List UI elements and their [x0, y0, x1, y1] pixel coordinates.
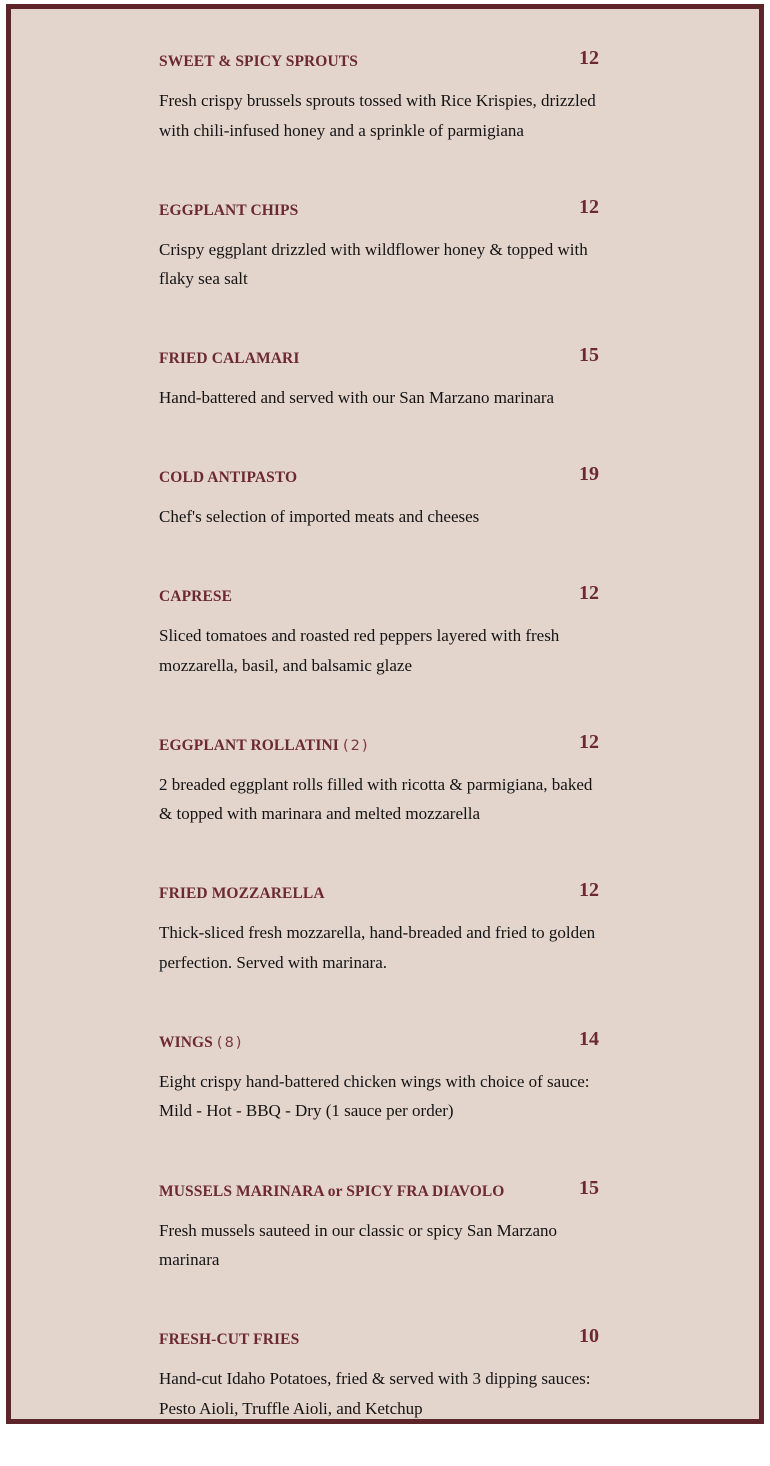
item-description: Hand-battered and served with our San Marzano marinara [159, 388, 555, 408]
item-name: EGGPLANT ROLLATINI (2) [159, 736, 370, 754]
item-header [159, 871, 599, 903]
item-price: 15 [579, 344, 599, 367]
menu-item [159, 574, 599, 723]
item-description: Chef's selection of imported meats and cheeses [159, 507, 480, 527]
item-quantity: (2) [342, 737, 370, 754]
item-quantity: (8) [216, 1034, 244, 1051]
item-price: 12 [579, 730, 599, 753]
menu-item [159, 39, 599, 188]
item-name: EGGPLANT CHIPS [159, 201, 299, 219]
item-description: Fresh mussels sauteed in our classic or spicy San Marzano marinara [159, 1220, 557, 1270]
item-description: Fresh crispy brussels sprouts tossed with Rice Krispies, drizzled with chili-infused honey and a sprinkle of parmigiana [159, 91, 596, 140]
menu-item [159, 336, 599, 455]
item-name: SWEET & SPICY SPROUTS [159, 53, 358, 70]
item-price: 10 [579, 1325, 599, 1348]
item-name: FRIED CALAMARI [159, 350, 300, 368]
item-description: Hand-cut Idaho Potatoes, fried & served with 3 dipping sauces: Pesto Aioli, Truffle Aioli, and Ketchup [159, 1369, 591, 1418]
item-name: FRESH-CUT FRIES [159, 1331, 300, 1349]
menu-frame [6, 4, 764, 1424]
item-price: 12 [579, 582, 599, 605]
item-price: 12 [579, 879, 599, 902]
item-name: CAPRESE [159, 588, 233, 606]
item-name: MUSSELS MARINARA or SPICY FRA DIAVOLO [159, 1182, 505, 1200]
menu-item [159, 455, 599, 574]
menu-item [159, 1169, 599, 1318]
item-header [159, 574, 599, 606]
item-header [159, 39, 599, 71]
item-description: 2 breaded eggplant rolls filled with ricotta & parmigiana, baked & topped with marinara and melted mozzarella [159, 774, 593, 824]
item-price: 15 [579, 1176, 599, 1199]
item-name: FRIED MOZZARELLA [159, 885, 325, 903]
item-header [159, 336, 599, 368]
item-description: Sliced tomatoes and roasted red peppers layered with fresh mozzarella, basil, and balsamic glaze [159, 626, 560, 675]
item-header [159, 188, 599, 220]
item-price: 14 [579, 1027, 599, 1050]
item-price: 19 [579, 463, 599, 486]
item-header [159, 1169, 599, 1201]
item-description: Crispy eggplant drizzled with wildflower honey & topped with flaky sea salt [159, 239, 588, 289]
menu-item [159, 188, 599, 337]
item-description: Eight crispy hand-battered chicken wings with choice of sauce: Mild - Hot - BBQ - Dry (1 sauce per order) [159, 1071, 590, 1121]
item-header [159, 1317, 599, 1349]
item-name: WINGS (8) [159, 1033, 244, 1051]
item-header [159, 1020, 599, 1052]
item-description: Thick-sliced fresh mozzarella, hand-breaded and fried to golden perfection. Served with marinara. [159, 923, 596, 972]
menu-list [159, 39, 599, 1466]
item-price: 12 [579, 195, 599, 218]
item-header [159, 723, 599, 755]
item-name: COLD ANTIPASTO [159, 469, 298, 487]
item-price: 12 [579, 47, 599, 69]
item-header [159, 455, 599, 487]
menu-item [159, 871, 599, 1020]
menu-item [159, 723, 599, 872]
menu-item [159, 1317, 599, 1466]
menu-item [159, 1020, 599, 1169]
